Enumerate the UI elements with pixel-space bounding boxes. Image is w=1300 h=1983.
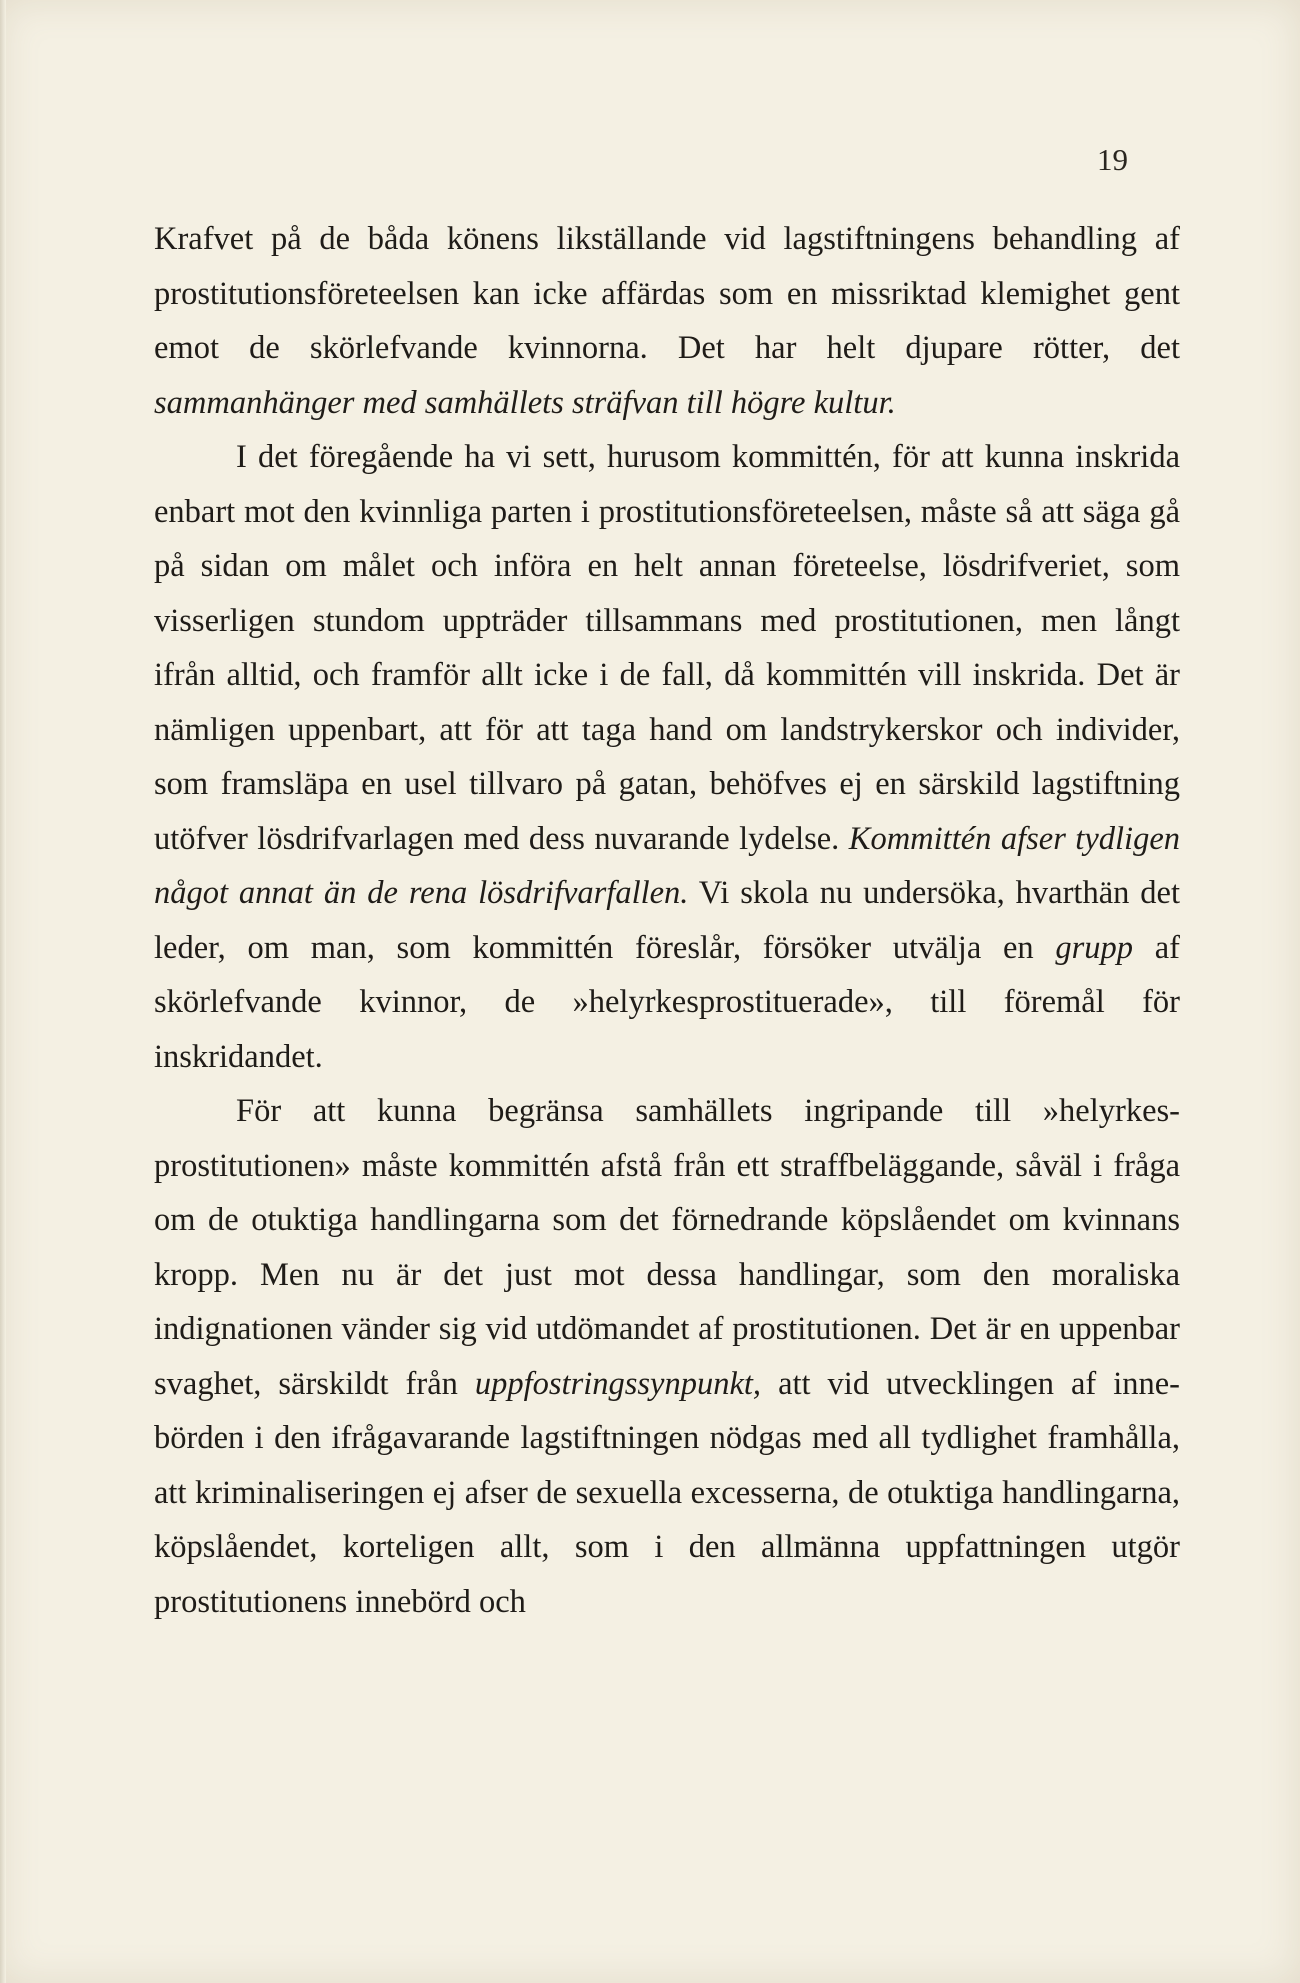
text-segment: att vid utvecklingen af innebörden i den ifrågavarande lagstiftningen nödgas med all tydlighet framhålla, att kriminaliseringen ej afser de sexuella excesserna, de otuktiga handlingarna, köpslåendet, korteligen allt, som i den allmänna uppfattningen utgör prostitutionens innebörd och	[154, 1365, 1180, 1620]
text-segment: Vi skola nu undersöka, hvarthän det leder, om man, som kommittén föreslår, försöker utvälja en	[154, 875, 1180, 966]
paragraph-1	[154, 212, 1180, 430]
italic-segment: Kommittén afser tydligen något annat än de rena lösdrifvarfallen.	[154, 820, 1180, 911]
scan-edge-shadow	[0, 0, 6, 1983]
italic-segment: uppfostringssynpunkt,	[474, 1365, 762, 1402]
text-segment: Krafvet på de båda könens likställande vid lagstiftningens behandling af prostitutionsföreteelsen kan icke affärdas som en missriktad klemighet gent emot de skörlefvande kvinnorna. Det har helt djupare rötter, det	[154, 221, 1180, 366]
paragraph-3	[154, 1084, 1180, 1629]
body-text	[154, 212, 1180, 1629]
italic-segment: sammanhänger med samhällets sträfvan till högre kultur.	[154, 384, 896, 421]
page-number: 19	[1097, 142, 1128, 177]
italic-segment: grupp	[1055, 929, 1134, 966]
paragraph-2	[154, 430, 1180, 1084]
text-segment: I det föregående ha vi sett, hurusom kommittén, för att kunna inskrida enbart mot den kvinnliga parten i prostitutionsföreteelsen, måste så att säga gå på sidan om målet och införa en helt annan företeelse, lösdrifveriet, som visserligen stundom uppträder tillsammans med prostitutionen, men långt ifrån alltid, och framför allt icke i de fall, då kommittén vill inskrida. Det är nämligen uppenbart, att för att taga hand om landstrykerskor och individer, som framsläpa en usel tillvaro på gatan, behöfves ej en särskild lagstiftning utöfver lösdrifvarlagen med dess nuvarande lydelse.	[154, 439, 1180, 857]
text-segment: af skörlefvande kvinnor, de »helyrkesprostituerade», till föremål för inskridandet.	[154, 929, 1181, 1075]
text-segment: För att kunna begränsa samhällets ingripande till »helyrkesprostitutionen» måste kommittén afstå från ett straffbeläggande, såväl i fråga om de otuktiga handlingarna som det förnedrande köpslåendet om kvinnans kropp. Men nu är det just mot dessa handlingar, som den moraliska indignationen vänder sig vid utdömandet af prostitutionen. Det är en uppenbar svaghet, särskildt från	[154, 1093, 1180, 1402]
